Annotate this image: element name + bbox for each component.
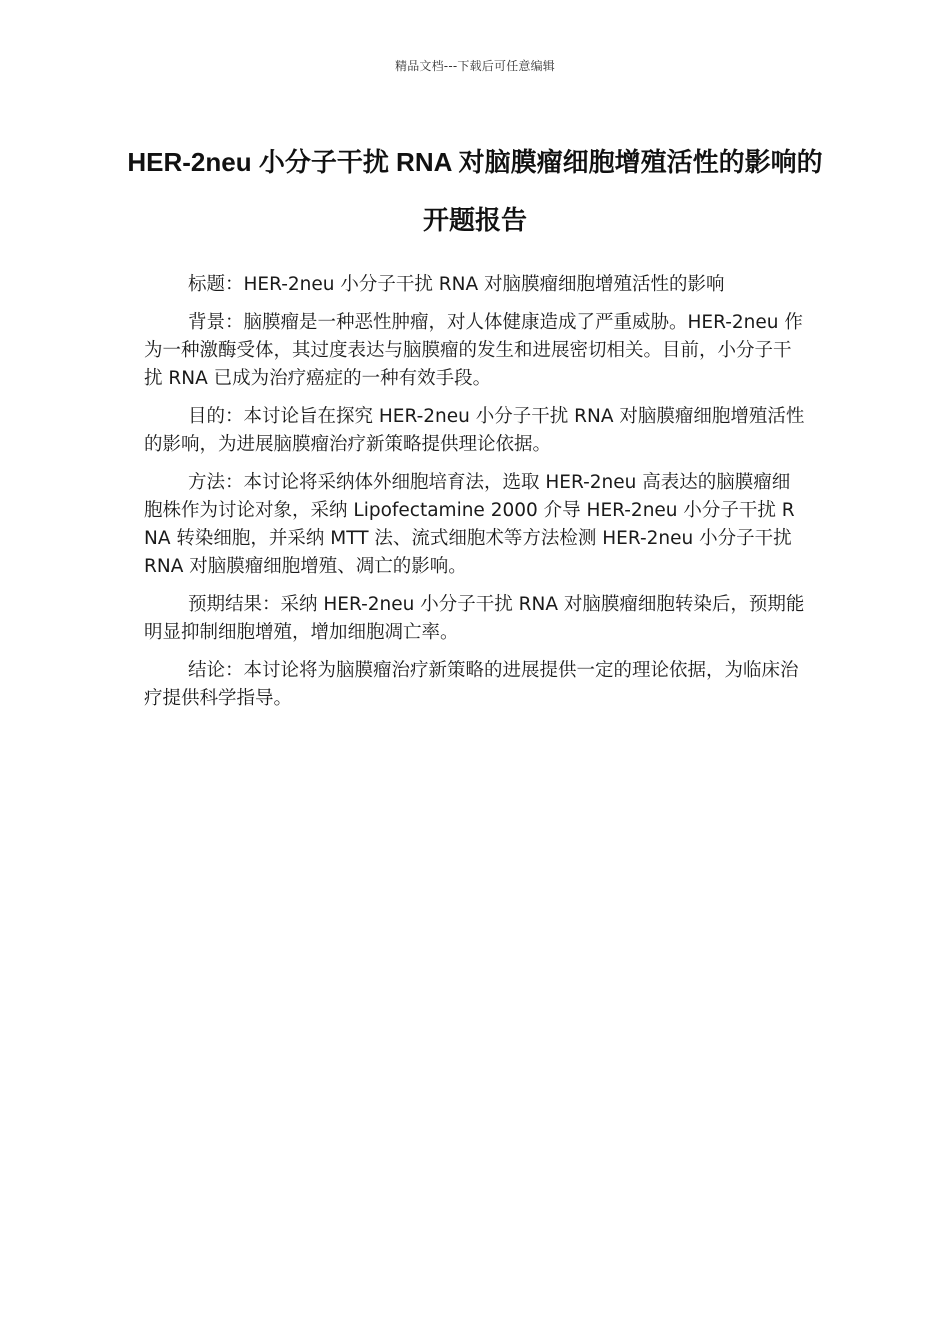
paragraph-purpose: 目的：本讨论旨在探究 HER-2neu 小分子干扰 RNA 对脑膜瘤细胞增殖活性的影响，为进展脑膜瘤治疗新策略提供理论依据。 [144, 406, 805, 455]
paragraph-title: 标题：HER-2neu 小分子干扰 RNA 对脑膜瘤细胞增殖活性的影响 [188, 274, 725, 295]
paragraph-method: 方法：本讨论将采纳体外细胞培育法，选取 HER-2neu 高表达的脑膜瘤细胞株作为讨论对象，采纳 Lipofectamine 2000 介导 HER-2neu 小分子干扰 RNA 转染细胞，并采纳 MTT 法、流式细胞术等方法检测 HER-2neu 小分子干扰 RNA 对脑膜瘤细胞增殖、凋亡的影响。 [144, 472, 795, 577]
paragraph-conclusion: 结论：本讨论将为脑膜瘤治疗新策略的进展提供一定的理论依据，为临床治疗提供科学指导。 [144, 660, 799, 709]
paragraph-expected-results: 预期结果：采纳 HER-2neu 小分子干扰 RNA 对脑膜瘤细胞转染后，预期能明显抑制细胞增殖，增加细胞凋亡率。 [144, 594, 805, 643]
header-note: 精品文档---下载后可任意编辑 [395, 59, 555, 73]
document-title: HER-2neu 小分子干扰 RNA 对脑膜瘤细胞增殖活性的影响的开题报告 [127, 147, 823, 235]
document-body [144, 271, 806, 723]
paragraph-background: 背景：脑膜瘤是一种恶性肿瘤，对人体健康造成了严重威胁。HER-2neu 作为一种激酶受体，其过度表达与脑膜瘤的发生和进展密切相关。目前，小分子干扰 RNA 已成为治疗癌症的一种有效手段。 [144, 312, 803, 389]
